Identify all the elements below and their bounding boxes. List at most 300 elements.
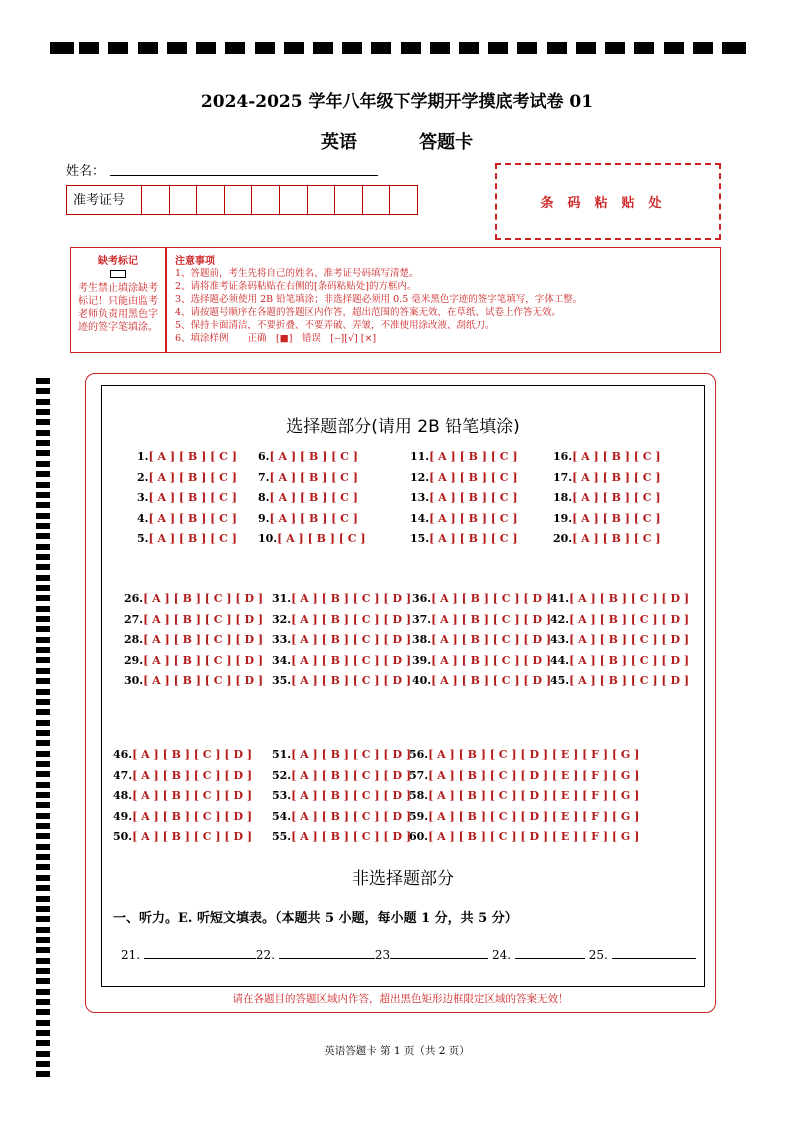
answer-options[interactable]: [ A ] [ B ] [ C ] [ D ] bbox=[132, 830, 253, 843]
timing-mark bbox=[36, 388, 50, 394]
answer-options[interactable]: [ A ] [ B ] [ C ] [ D ] bbox=[291, 768, 412, 782]
answer-options[interactable]: [ A ] [ B ] [ C ] bbox=[148, 532, 237, 545]
timing-mark bbox=[36, 399, 50, 405]
choice-question[interactable] bbox=[258, 450, 358, 463]
choice-question[interactable] bbox=[550, 674, 689, 687]
answer-options[interactable]: [ A ] [ B ] [ C ] [ D ] bbox=[143, 653, 264, 667]
timing-mark bbox=[255, 42, 275, 54]
timing-mark bbox=[342, 42, 362, 54]
question-number: 4. bbox=[137, 511, 149, 525]
answer-options[interactable]: [ A ] [ B ] [ C ] bbox=[148, 470, 237, 484]
timing-mark bbox=[36, 1071, 50, 1077]
timing-mark bbox=[36, 419, 50, 425]
answer-options[interactable]: [ A ] [ B ] [ C ] [ D ] bbox=[291, 633, 412, 646]
timing-mark bbox=[36, 802, 50, 808]
timing-mark bbox=[36, 709, 50, 715]
question-number: 30. bbox=[124, 674, 144, 687]
timing-mark bbox=[36, 978, 50, 984]
timing-mark bbox=[459, 42, 479, 54]
question-number: 5. bbox=[137, 532, 149, 545]
answer-options[interactable]: [ A ] [ B ] [ C ] [ D ] bbox=[291, 789, 412, 802]
timing-mark bbox=[36, 409, 50, 415]
answer-options[interactable]: [ A ] [ B ] [ C ] [ D ] [ E ] [ F ] [ G ] bbox=[428, 768, 640, 782]
question-number: 42. bbox=[550, 612, 570, 626]
exam-title: 2024-2025 学年八年级下学期开学摸底考试卷 01 bbox=[200, 92, 594, 112]
question-number: 3. bbox=[137, 491, 149, 504]
timing-mark bbox=[36, 637, 50, 643]
answer-options[interactable]: [ A ] [ B ] [ C ] bbox=[269, 491, 358, 504]
timing-mark bbox=[36, 885, 50, 891]
timing-mark bbox=[36, 958, 50, 964]
timing-mark bbox=[36, 730, 50, 736]
exam-id-cell[interactable] bbox=[335, 186, 363, 214]
choice-question[interactable] bbox=[137, 471, 237, 484]
answer-options[interactable]: [ A ] [ B ] [ C ] [ D ] [ E ] [ F ] [ G ] bbox=[428, 748, 640, 761]
answer-options[interactable]: [ A ] [ B ] [ C ] bbox=[572, 532, 661, 545]
answer-options[interactable]: [ A ] [ B ] [ C ] [ D ] bbox=[291, 653, 412, 667]
blank-number: 21. bbox=[121, 948, 141, 962]
answer-options[interactable]: [ A ] [ B ] [ C ] [ D ] bbox=[431, 612, 552, 626]
choice-question[interactable] bbox=[258, 512, 358, 525]
answer-options[interactable]: [ A ] [ B ] [ C ] bbox=[429, 511, 518, 525]
choice-question[interactable] bbox=[410, 450, 518, 463]
timing-mark bbox=[36, 533, 50, 539]
timing-mark bbox=[36, 771, 50, 777]
timing-mark bbox=[36, 1030, 50, 1036]
choice-question[interactable] bbox=[272, 592, 411, 605]
choice-question[interactable] bbox=[553, 491, 661, 504]
question-number: 49. bbox=[113, 809, 133, 823]
barcode-area bbox=[495, 163, 721, 240]
barcode-label: 条码粘贴处 bbox=[540, 196, 676, 211]
question-number: 45. bbox=[550, 674, 570, 687]
answer-options[interactable]: [ A ] [ B ] [ C ] [ D ] bbox=[431, 674, 552, 687]
notes-item: 1、答题前，考生先将自己的姓名、准考证号码填写清楚。 bbox=[175, 268, 419, 279]
answer-options[interactable]: [ A ] [ B ] [ C ] [ D ] bbox=[291, 674, 412, 687]
exam-id-box bbox=[66, 185, 418, 215]
exam-id-cell[interactable] bbox=[252, 186, 280, 214]
notes-item: 5、保持卡面清洁，不要折叠、不要弄破、弄皱，不准使用涂改液、刮纸刀。 bbox=[175, 320, 495, 331]
timing-mark bbox=[36, 513, 50, 519]
question-number: 53. bbox=[272, 789, 292, 802]
timing-mark bbox=[36, 647, 50, 653]
choice-question[interactable] bbox=[553, 512, 661, 525]
question-number: 40. bbox=[412, 674, 432, 687]
exam-id-cell[interactable] bbox=[170, 186, 198, 214]
blank-number: 25. bbox=[588, 948, 608, 962]
timing-mark bbox=[488, 42, 508, 54]
answer-options[interactable]: [ A ] [ B ] [ C ] [ D ] bbox=[291, 612, 412, 626]
answer-options[interactable]: [ A ] [ B ] [ C ] [ D ] bbox=[132, 768, 253, 782]
left-timing-marks bbox=[36, 378, 50, 1123]
timing-mark bbox=[664, 42, 684, 54]
question-number: 15. bbox=[410, 532, 430, 545]
blank-number: 24. bbox=[491, 948, 512, 962]
timing-mark bbox=[36, 720, 50, 726]
exam-id-cell[interactable] bbox=[363, 186, 391, 214]
timing-mark bbox=[79, 42, 99, 54]
answer-options[interactable]: [ A ] [ B ] [ C ] [ D ] bbox=[569, 674, 690, 687]
timing-mark bbox=[36, 740, 50, 746]
question-number: 56. bbox=[409, 748, 429, 761]
answer-options[interactable]: [ A ] [ B ] [ C ] bbox=[277, 532, 366, 545]
question-number: 38. bbox=[412, 633, 432, 646]
choice-question[interactable] bbox=[272, 830, 411, 843]
timing-mark bbox=[36, 937, 50, 943]
exam-id-label: 准考证号 bbox=[67, 186, 142, 214]
question-number: 9. bbox=[258, 511, 270, 525]
timing-mark bbox=[36, 482, 50, 488]
question-number: 13. bbox=[410, 491, 430, 504]
blank-line[interactable] bbox=[515, 946, 585, 959]
choice-question[interactable] bbox=[124, 592, 263, 605]
question-number: 57. bbox=[409, 768, 429, 782]
answer-options[interactable]: [ A ] [ B ] [ C ] [ D ] bbox=[291, 592, 412, 605]
top-timing-marks bbox=[50, 42, 746, 54]
question-number: 51. bbox=[272, 748, 292, 761]
blank-line[interactable] bbox=[390, 946, 488, 959]
timing-mark bbox=[36, 906, 50, 912]
choice-question[interactable] bbox=[113, 830, 252, 843]
choice-section-title: 选择题部分(请用 2B 铅笔填涂) bbox=[286, 417, 520, 437]
choice-question[interactable] bbox=[409, 769, 639, 782]
timing-mark bbox=[36, 378, 50, 384]
timing-mark bbox=[36, 751, 50, 757]
choice-question[interactable] bbox=[412, 654, 551, 667]
timing-mark bbox=[517, 42, 537, 54]
choice-question[interactable] bbox=[553, 471, 661, 484]
answer-options[interactable]: [ A ] [ B ] [ C ] bbox=[148, 491, 237, 504]
choice-question[interactable] bbox=[124, 654, 263, 667]
timing-mark bbox=[36, 689, 50, 695]
timing-mark bbox=[36, 554, 50, 560]
question-number: 31. bbox=[272, 592, 292, 605]
question-number: 19. bbox=[553, 511, 573, 525]
timing-mark bbox=[36, 678, 50, 684]
timing-mark bbox=[605, 42, 625, 54]
question-number: 11. bbox=[410, 450, 430, 463]
choice-question[interactable] bbox=[124, 613, 263, 626]
answer-options[interactable]: [ A ] [ B ] [ C ] [ D ] bbox=[291, 809, 412, 823]
choice-question[interactable] bbox=[137, 532, 237, 545]
answer-options[interactable]: [ A ] [ B ] [ C ] [ D ] bbox=[132, 748, 253, 761]
timing-mark bbox=[36, 927, 50, 933]
choice-question[interactable] bbox=[113, 748, 252, 761]
choice-question[interactable] bbox=[272, 748, 411, 761]
question-number: 32. bbox=[272, 612, 292, 626]
subject-label: 英语 bbox=[320, 132, 357, 153]
choice-question[interactable] bbox=[550, 633, 689, 646]
notes-item: 2、请将准考证条码粘贴在右侧的[条码粘贴处]的方框内。 bbox=[175, 281, 417, 292]
timing-mark bbox=[430, 42, 450, 54]
choice-question[interactable] bbox=[410, 491, 518, 504]
timing-mark bbox=[196, 42, 216, 54]
timing-mark bbox=[36, 626, 50, 632]
question-number: 34. bbox=[272, 653, 292, 667]
question-number: 43. bbox=[550, 633, 570, 646]
choice-question[interactable] bbox=[553, 450, 661, 463]
timing-mark bbox=[36, 585, 50, 591]
question-number: 39. bbox=[412, 653, 432, 667]
exam-id-cell[interactable] bbox=[390, 186, 417, 214]
timing-mark bbox=[693, 42, 713, 54]
question-number: 7. bbox=[258, 470, 270, 484]
question-number: 14. bbox=[410, 511, 430, 525]
page-footer: 英语答题卡 第 1 页（共 2 页） bbox=[324, 1045, 470, 1057]
question-number: 41. bbox=[550, 592, 570, 605]
choice-question[interactable] bbox=[412, 613, 551, 626]
answer-options[interactable]: [ A ] [ B ] [ C ] bbox=[572, 470, 661, 484]
timing-mark bbox=[36, 544, 50, 550]
question-number: 6. bbox=[258, 450, 270, 463]
question-number: 50. bbox=[113, 830, 133, 843]
choice-question[interactable] bbox=[272, 810, 411, 823]
absent-mark-box bbox=[70, 247, 166, 353]
area-warning: 请在各题目的答题区域内作答，超出黑色矩形边框限定区域的答案无效！ bbox=[232, 993, 569, 1005]
question-number: 44. bbox=[550, 653, 570, 667]
answer-options[interactable]: [ A ] [ B ] [ C ] bbox=[572, 491, 661, 504]
choice-question[interactable] bbox=[258, 491, 358, 504]
question-number: 37. bbox=[412, 612, 432, 626]
blank-number: 23 bbox=[374, 948, 391, 962]
timing-mark bbox=[36, 989, 50, 995]
notes-title: 注意事项 bbox=[175, 256, 215, 267]
timing-mark bbox=[36, 813, 50, 819]
nonchoice-section-title: 非选择题部分 bbox=[352, 869, 454, 889]
choice-question[interactable] bbox=[412, 592, 551, 605]
choice-question[interactable] bbox=[137, 491, 237, 504]
notes-item: 3、选择题必须使用 2B 铅笔填涂；非选择题必须用 0.5 毫米黑色字迹的签字笔填写，字体工整。 bbox=[175, 294, 583, 305]
timing-mark bbox=[36, 1020, 50, 1026]
exam-id-cell[interactable] bbox=[308, 186, 336, 214]
timing-mark bbox=[722, 42, 746, 54]
question-number: 48. bbox=[113, 789, 133, 802]
exam-id-cell[interactable] bbox=[225, 186, 253, 214]
notes-item: 4、请按题号顺序在各题的答题区内作答，超出范围的答案无效，在草纸、试卷上作答无效。 bbox=[175, 307, 562, 318]
question-number: 59. bbox=[409, 809, 429, 823]
choice-question[interactable] bbox=[272, 633, 411, 646]
question-number: 28. bbox=[124, 633, 144, 646]
answer-options[interactable]: [ A ] [ B ] [ C ] [ D ] bbox=[431, 633, 552, 646]
question-number: 12. bbox=[410, 470, 430, 484]
timing-mark bbox=[36, 896, 50, 902]
blank-line[interactable] bbox=[144, 946, 256, 959]
timing-mark bbox=[36, 864, 50, 870]
timing-mark bbox=[36, 564, 50, 570]
choice-question[interactable] bbox=[409, 830, 639, 843]
choice-question[interactable] bbox=[409, 810, 639, 823]
choice-question[interactable] bbox=[553, 532, 661, 545]
choice-question[interactable] bbox=[272, 613, 411, 626]
answer-options[interactable]: [ A ] [ B ] [ C ] bbox=[429, 491, 518, 504]
timing-mark bbox=[36, 999, 50, 1005]
question-number: 27. bbox=[124, 612, 144, 626]
timing-mark bbox=[36, 782, 50, 788]
choice-question[interactable] bbox=[412, 674, 551, 687]
answer-options[interactable]: [ A ] [ B ] [ C ] [ D ] bbox=[143, 674, 264, 687]
answer-options[interactable]: [ A ] [ B ] [ C ] [ D ] bbox=[143, 612, 264, 626]
timing-mark bbox=[36, 440, 50, 446]
timing-mark bbox=[108, 42, 128, 54]
answer-options[interactable]: [ A ] [ B ] [ C ] [ D ] bbox=[132, 789, 253, 802]
answer-options[interactable]: [ A ] [ B ] [ C ] [ D ] [ E ] [ F ] [ G ] bbox=[428, 789, 640, 802]
name-label: 姓名： bbox=[66, 164, 106, 179]
choice-question[interactable] bbox=[410, 512, 518, 525]
answer-options[interactable]: [ A ] [ B ] [ C ] [ D ] bbox=[569, 592, 690, 605]
answer-options[interactable]: [ A ] [ B ] [ C ] [ D ] bbox=[569, 612, 690, 626]
timing-mark bbox=[401, 42, 421, 54]
answer-options[interactable]: [ A ] [ B ] [ C ] bbox=[429, 470, 518, 484]
choice-question[interactable] bbox=[412, 633, 551, 646]
timing-mark bbox=[36, 575, 50, 581]
question-number: 17. bbox=[553, 470, 573, 484]
question-number: 16. bbox=[553, 450, 573, 463]
answer-options[interactable]: [ A ] [ B ] [ C ] bbox=[269, 450, 358, 463]
choice-question[interactable] bbox=[137, 512, 237, 525]
absent-mark-checkbox[interactable] bbox=[110, 270, 126, 278]
listening-instruction: 一、听力。E. 听短文填表。（本题共 5 小题，每小题 1 分，共 5 分） bbox=[113, 911, 518, 926]
timing-mark bbox=[36, 668, 50, 674]
timing-mark bbox=[36, 761, 50, 767]
timing-mark bbox=[36, 502, 50, 508]
answer-options[interactable]: [ A ] [ B ] [ C ] bbox=[148, 450, 237, 463]
answer-options[interactable]: [ A ] [ B ] [ C ] bbox=[269, 470, 358, 484]
timing-mark bbox=[36, 916, 50, 922]
answer-options[interactable]: [ A ] [ B ] [ C ] bbox=[269, 511, 358, 525]
choice-question[interactable] bbox=[409, 748, 639, 761]
question-number: 29. bbox=[124, 653, 144, 667]
choice-question[interactable] bbox=[124, 674, 263, 687]
question-number: 46. bbox=[113, 748, 133, 761]
absent-mark-text: 考生禁止填涂缺考标记！只能由监考老师负责用黑色字迹的签字笔填涂。 bbox=[78, 283, 158, 333]
choice-question[interactable] bbox=[137, 450, 237, 463]
timing-mark bbox=[36, 492, 50, 498]
exam-id-cell[interactable] bbox=[280, 186, 308, 214]
choice-question[interactable] bbox=[272, 654, 411, 667]
choice-question[interactable] bbox=[272, 789, 411, 802]
timing-mark bbox=[284, 42, 304, 54]
timing-mark bbox=[36, 430, 50, 436]
question-number: 47. bbox=[113, 768, 133, 782]
timing-mark bbox=[547, 42, 567, 54]
timing-mark bbox=[36, 844, 50, 850]
name-field[interactable] bbox=[110, 175, 378, 176]
answer-options[interactable]: [ A ] [ B ] [ C ] [ D ] bbox=[431, 592, 552, 605]
question-number: 33. bbox=[272, 633, 292, 646]
answer-options[interactable]: [ A ] [ B ] [ C ] [ D ] bbox=[569, 653, 690, 667]
timing-mark bbox=[36, 461, 50, 467]
answer-options[interactable]: [ A ] [ B ] [ C ] [ D ] bbox=[431, 653, 552, 667]
blank-line[interactable] bbox=[279, 946, 375, 959]
choice-question[interactable] bbox=[124, 633, 263, 646]
answer-options[interactable]: [ A ] [ B ] [ C ] bbox=[572, 450, 661, 463]
question-number: 58. bbox=[409, 789, 429, 802]
choice-question[interactable] bbox=[258, 532, 366, 545]
question-number: 26. bbox=[124, 592, 144, 605]
question-number: 20. bbox=[553, 532, 573, 545]
card-subtitle bbox=[0, 128, 794, 154]
choice-question[interactable] bbox=[113, 789, 252, 802]
answer-options[interactable]: [ A ] [ B ] [ C ] bbox=[429, 532, 518, 545]
timing-mark bbox=[36, 450, 50, 456]
blank-number: 22. bbox=[255, 948, 276, 962]
answer-options[interactable]: [ A ] [ B ] [ C ] [ D ] bbox=[291, 748, 412, 761]
absent-mark-title: 缺考标记 bbox=[98, 256, 138, 267]
answer-options[interactable]: [ A ] [ B ] [ C ] bbox=[429, 450, 518, 463]
timing-mark bbox=[36, 968, 50, 974]
timing-mark bbox=[167, 42, 187, 54]
answer-options[interactable]: [ A ] [ B ] [ C ] [ D ] bbox=[291, 830, 412, 843]
answer-options[interactable]: [ A ] [ B ] [ C ] bbox=[148, 511, 237, 525]
answer-options[interactable]: [ A ] [ B ] [ C ] [ D ] bbox=[143, 633, 264, 646]
choice-question[interactable] bbox=[113, 769, 252, 782]
timing-mark bbox=[36, 606, 50, 612]
question-number: 8. bbox=[258, 491, 270, 504]
question-number: 52. bbox=[272, 768, 292, 782]
blank-line[interactable] bbox=[612, 946, 696, 959]
choice-question[interactable] bbox=[550, 592, 689, 605]
timing-mark bbox=[36, 875, 50, 881]
choice-question[interactable] bbox=[409, 789, 639, 802]
choice-question[interactable] bbox=[258, 471, 358, 484]
listening-blanks bbox=[121, 946, 696, 962]
question-number: 36. bbox=[412, 592, 432, 605]
exam-id-cell[interactable] bbox=[197, 186, 225, 214]
choice-question[interactable] bbox=[410, 471, 518, 484]
answer-options[interactable]: [ A ] [ B ] [ C ] [ D ] bbox=[143, 592, 264, 605]
timing-mark bbox=[36, 947, 50, 953]
question-number: 35. bbox=[272, 674, 292, 687]
timing-mark bbox=[313, 42, 333, 54]
choice-question[interactable] bbox=[410, 532, 518, 545]
answer-options[interactable]: [ A ] [ B ] [ C ] [ D ] bbox=[132, 809, 253, 823]
card-label: 答题卡 bbox=[419, 132, 474, 153]
notes-item: 6、填涂样例 正确 [■] 错误 [--][√] [×] bbox=[175, 333, 377, 344]
timing-mark bbox=[36, 823, 50, 829]
choice-question[interactable] bbox=[550, 613, 689, 626]
question-number: 2. bbox=[137, 470, 149, 484]
timing-mark bbox=[50, 42, 74, 54]
question-number: 10. bbox=[258, 532, 278, 545]
question-number: 54. bbox=[272, 809, 292, 823]
timing-mark bbox=[576, 42, 596, 54]
timing-mark bbox=[634, 42, 654, 54]
choice-question[interactable] bbox=[272, 769, 411, 782]
answer-options[interactable]: [ A ] [ B ] [ C ] bbox=[572, 511, 661, 525]
timing-mark bbox=[36, 854, 50, 860]
timing-mark bbox=[36, 1009, 50, 1015]
answer-options[interactable]: [ A ] [ B ] [ C ] [ D ] [ E ] [ F ] [ G ] bbox=[428, 809, 640, 823]
exam-id-cell[interactable] bbox=[142, 186, 170, 214]
question-number: 55. bbox=[272, 830, 292, 843]
choice-question[interactable] bbox=[550, 654, 689, 667]
timing-mark bbox=[36, 699, 50, 705]
timing-mark bbox=[36, 523, 50, 529]
timing-mark bbox=[138, 42, 158, 54]
answer-options[interactable]: [ A ] [ B ] [ C ] [ D ] bbox=[569, 633, 690, 646]
choice-question[interactable] bbox=[272, 674, 411, 687]
question-number: 18. bbox=[553, 491, 573, 504]
answer-options[interactable]: [ A ] [ B ] [ C ] [ D ] [ E ] [ F ] [ G ] bbox=[428, 830, 640, 843]
timing-mark bbox=[36, 833, 50, 839]
timing-mark bbox=[36, 1061, 50, 1067]
timing-mark bbox=[36, 616, 50, 622]
choice-question[interactable] bbox=[113, 810, 252, 823]
timing-mark bbox=[36, 792, 50, 798]
question-number: 1. bbox=[137, 450, 149, 463]
timing-mark bbox=[371, 42, 391, 54]
timing-mark bbox=[36, 471, 50, 477]
